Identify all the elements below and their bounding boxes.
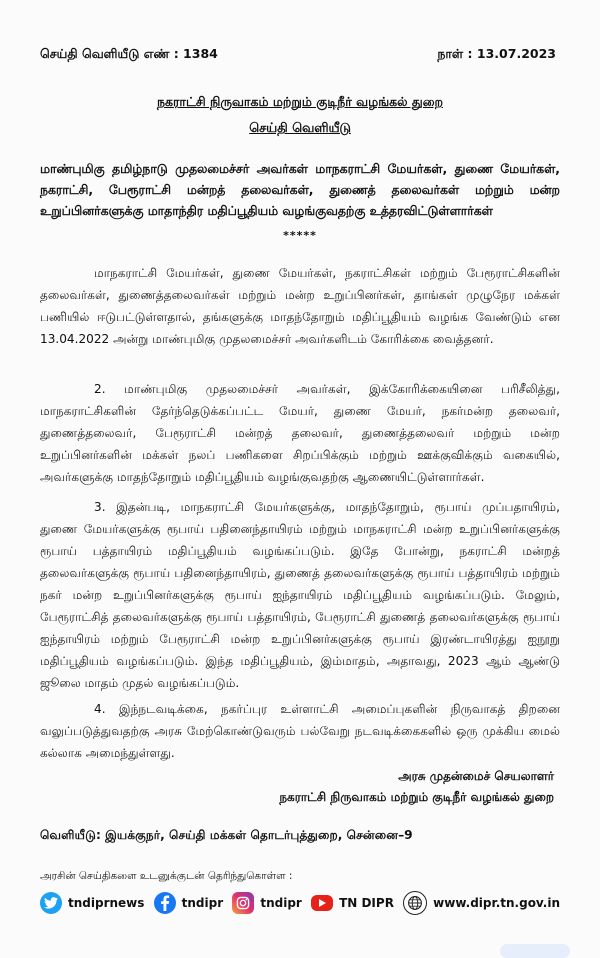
scroll-indicator bbox=[500, 944, 570, 958]
paragraph-2-text: 2. மாண்புமிகு முதலமைச்சர் அவர்கள், இக்கோரிக்கையினை பரிசீலித்து, மாநகராட்சிகளின் தேர்ந்தெடுக்கப்பட்ட மேயர், துணை மேயர், நகர்மன்ற தலைவர், துணைத்தலைவர், பேரூராட்சி மன்றத் தலைவர், துணைத்தலைவர் மற்றும் மன்ற உறுப்பினர்களின் மக்கள் நலப் பணிகளை சிறப்பிக்கும் மற்றும் ஊக்குவிக்கும் வகையில், அவர்களுக்கு மாதந்தோறும் மதிப்பூதியம் வழங்குவதற்கு ஆணையிட்டுள்ளார்கள். bbox=[40, 382, 560, 484]
separator: ***** bbox=[283, 229, 317, 242]
twitter-icon bbox=[40, 892, 62, 914]
paragraph-1 bbox=[40, 262, 560, 350]
signatory-title: அரசு முதன்மைச் செயலாளர் bbox=[398, 769, 554, 783]
website-url: www.dipr.tn.gov.in bbox=[433, 896, 560, 910]
signatory-department: நகராட்சி நிருவாகம் மற்றும் குடிநீர் வழங்கல் துறை bbox=[279, 790, 554, 804]
facebook-handle: tndipr bbox=[181, 896, 224, 910]
youtube-handle: TN DIPR bbox=[339, 896, 394, 910]
release-number: செய்தி வெளியீடு எண் : 1384 bbox=[40, 46, 218, 61]
instagram-icon bbox=[232, 892, 254, 914]
paragraph-2 bbox=[40, 378, 560, 488]
subject-heading: மாண்புமிகு தமிழ்நாடு முதலமைச்சர் அவர்கள் மாநகராட்சி மேயர்கள், துணை மேயர்கள், நகராட்சி, பேரூராட்சி மன்றத் தலைவர்கள், துணைத் தலைவர்கள் மற்றும் மன்ற உறுப்பினர்களுக்கு மாதாந்திர மதிப்பூதியம் வழங்குவதற்கு உத்தரவிட்டுள்ளார்கள் bbox=[40, 161, 560, 218]
social-instagram[interactable] bbox=[232, 892, 302, 914]
document-type-heading: செய்தி வெளியீடு bbox=[249, 121, 351, 136]
youtube-icon bbox=[311, 895, 333, 911]
paragraph-3 bbox=[40, 496, 560, 694]
paragraph-4-text: 4. இந்நடவடிக்கை, நகர்ப்புர உள்ளாட்சி அமைப்புகளின் நிருவாகத் திறனை வலுப்படுத்துவதற்கு அரசு மேற்கொண்டுவரும் பல்வேறு நடவடிக்கைகளில் ஒரு முக்கிய மைல் கல்லாக அமைந்துள்ளது. bbox=[40, 702, 560, 760]
social-website[interactable] bbox=[403, 891, 560, 915]
social-facebook[interactable] bbox=[154, 892, 224, 914]
paragraph-3-text: 3. இதன்படி, மாநகராட்சி மேயர்களுக்கு, மாதந்தோறும், ரூபாய் முப்பதாயிரம், துணை மேயர்களுக்கு ரூபாய் பதினைந்தாயிரம் மற்றும் மாநகராட்சி மன்ற உறுப்பினர்களுக்கு ரூபாய் பத்தாயிரம் மதிப்பூதியம் வழங்கப்படும். இதே போன்று, நகராட்சி மன்றத் தலைவர்களுக்கு ரூபாய் பதினைந்தாயிரம், துணைத் தலைவர்களுக்கு ரூபாய் பத்தாயிரம் மற்றும் நகர் மன்ற உறுப்பினர்களுக்கு ரூபாய் ஐந்தாயிரம் மதிப்பூதியம் வழங்கப்படும். மேலும், பேரூராட்சித் தலைவர்களுக்கு ரூபாய் பத்தாயிரம், பேரூராட்சி துணைத் தலைவர்களுக்கு ரூபாய் ஐந்தாயிரம் மற்றும் பேரூராட்சி மன்ற உறுப்பினர்களுக்கு ரூபாய் இரண்டாயிரத்து ஐநூறு மதிப்பூதியம் வழங்கப்படும். இந்த மதிப்பூதியம், இம்மாதம், அதாவது, 2023 ஆம் ஆண்டு ஜூலை மாதம் முதல் வழங்கப்படும். bbox=[40, 500, 560, 690]
social-youtube[interactable] bbox=[311, 895, 394, 911]
follow-text: அரசின் செய்திகளை உடனுக்குடன் தெரிந்துகொள்ள : bbox=[40, 870, 293, 882]
instagram-handle: tndipr bbox=[260, 896, 302, 910]
release-date: நாள் : 13.07.2023 bbox=[437, 46, 556, 61]
twitter-handle: tndiprnews bbox=[68, 896, 145, 910]
social-links bbox=[40, 890, 560, 916]
paragraph-1-text: மாநகராட்சி மேயர்கள், துணை மேயர்கள், நகராட்சிகள் மற்றும் பேரூராட்சிகளின் தலைவர்கள், துணைத்தலைவர்கள் மற்றும் மன்ற உறுப்பினர்கள், தாங்கள் முழுநேர மக்கள் பணியில் ஈடுபட்டுள்ளதால், தங்களுக்கு மாதந்தோறும் மதிப்பூதியம் வழங்க வேண்டும் என 13.04.2022 அன்று மாண்புமிகு முதலமைச்சர் அவர்களிடம் கோரிக்கை வைத்தனர். bbox=[40, 266, 560, 346]
social-twitter[interactable] bbox=[40, 892, 144, 914]
release-by: வெளியீடு: இயக்குநர், செய்தி மக்கள் தொடர்புத்துறை, சென்னை–9 bbox=[40, 828, 413, 842]
department-heading: நகராட்சி நிருவாகம் மற்றும் குடிநீர் வழங்கல் துறை bbox=[156, 94, 444, 109]
paragraph-4 bbox=[40, 698, 560, 764]
web-icon bbox=[403, 891, 427, 915]
facebook-icon bbox=[154, 892, 176, 914]
